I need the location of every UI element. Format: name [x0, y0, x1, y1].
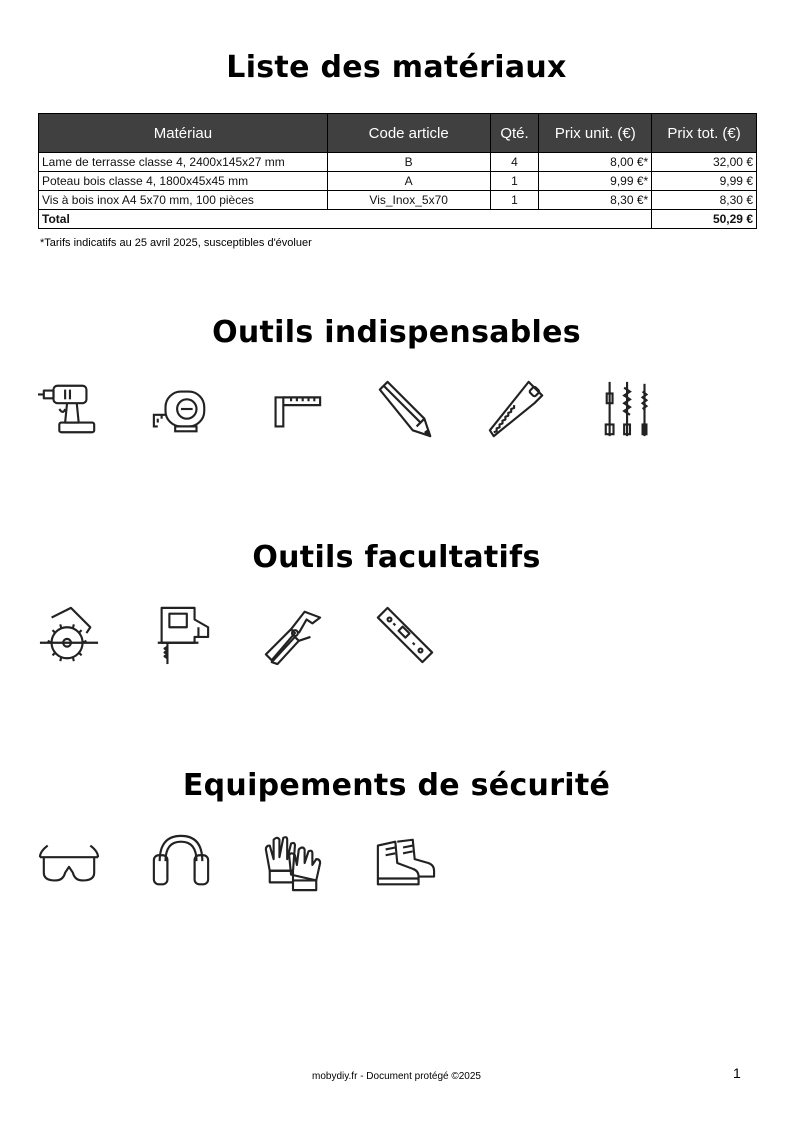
materials-table	[38, 113, 757, 229]
cell-qty: 4	[490, 153, 539, 172]
circular-saw-icon	[38, 604, 150, 666]
total-value: 50,29 €	[652, 210, 757, 229]
col-unit-price: Prix unit. (€)	[539, 114, 652, 153]
cell-material: Lame de terrasse classe 4, 2400x145x27 mm	[39, 153, 328, 172]
cell-code: A	[327, 172, 490, 191]
cell-material: Vis à bois inox A4 5x70 mm, 100 pièces	[39, 191, 328, 210]
cell-code: Vis_Inox_5x70	[327, 191, 490, 210]
safety-boots-icon	[374, 832, 486, 894]
handsaw-icon	[486, 378, 598, 440]
cell-unit-price: 9,99 €*	[539, 172, 652, 191]
cell-total-price: 9,99 €	[652, 172, 757, 191]
price-note: *Tarifs indicatifs au 25 avril 2025, susceptibles d'évoluer	[40, 237, 312, 249]
cell-qty: 1	[490, 191, 539, 210]
tape-measure-icon	[150, 378, 262, 440]
materials-title: Liste des matériaux	[226, 50, 567, 85]
ear-muffs-icon	[150, 832, 262, 894]
drill-bits-icon	[598, 378, 710, 440]
cell-total-price: 8,30 €	[652, 191, 757, 210]
cell-unit-price: 8,00 €*	[539, 153, 652, 172]
required-tools-icons	[38, 378, 710, 440]
spirit-level-icon	[374, 604, 486, 666]
table-header-row	[39, 114, 757, 153]
col-material: Matériau	[39, 114, 328, 153]
footer-text: mobydiy.fr - Document protégé ©2025	[312, 1071, 481, 1082]
cell-unit-price: 8,30 €*	[539, 191, 652, 210]
col-code: Code article	[327, 114, 490, 153]
safety-equipment-title: Equipements de sécurité	[182, 768, 611, 803]
cell-material: Poteau bois classe 4, 1800x45x45 mm	[39, 172, 328, 191]
safety-glasses-icon	[38, 832, 150, 894]
square-ruler-icon	[262, 378, 374, 440]
work-gloves-icon	[262, 832, 374, 894]
col-qty: Qté.	[490, 114, 539, 153]
required-tools-title: Outils indispensables	[212, 315, 581, 350]
page-number: 1	[733, 1065, 741, 1081]
total-label: Total	[39, 210, 652, 229]
optional-tools-title: Outils facultatifs	[252, 540, 541, 575]
jigsaw-icon	[150, 604, 262, 666]
cell-total-price: 32,00 €	[652, 153, 757, 172]
col-total-price: Prix tot. (€)	[652, 114, 757, 153]
table-row	[39, 172, 757, 191]
optional-tools-icons	[38, 604, 486, 666]
pencil-icon	[374, 378, 486, 440]
table-total-row	[39, 210, 757, 229]
table-row	[39, 191, 757, 210]
cell-code: B	[327, 153, 490, 172]
cell-qty: 1	[490, 172, 539, 191]
safety-equipment-icons	[38, 832, 486, 894]
table-row	[39, 153, 757, 172]
pliers-icon	[262, 604, 374, 666]
drill-icon	[38, 378, 150, 440]
